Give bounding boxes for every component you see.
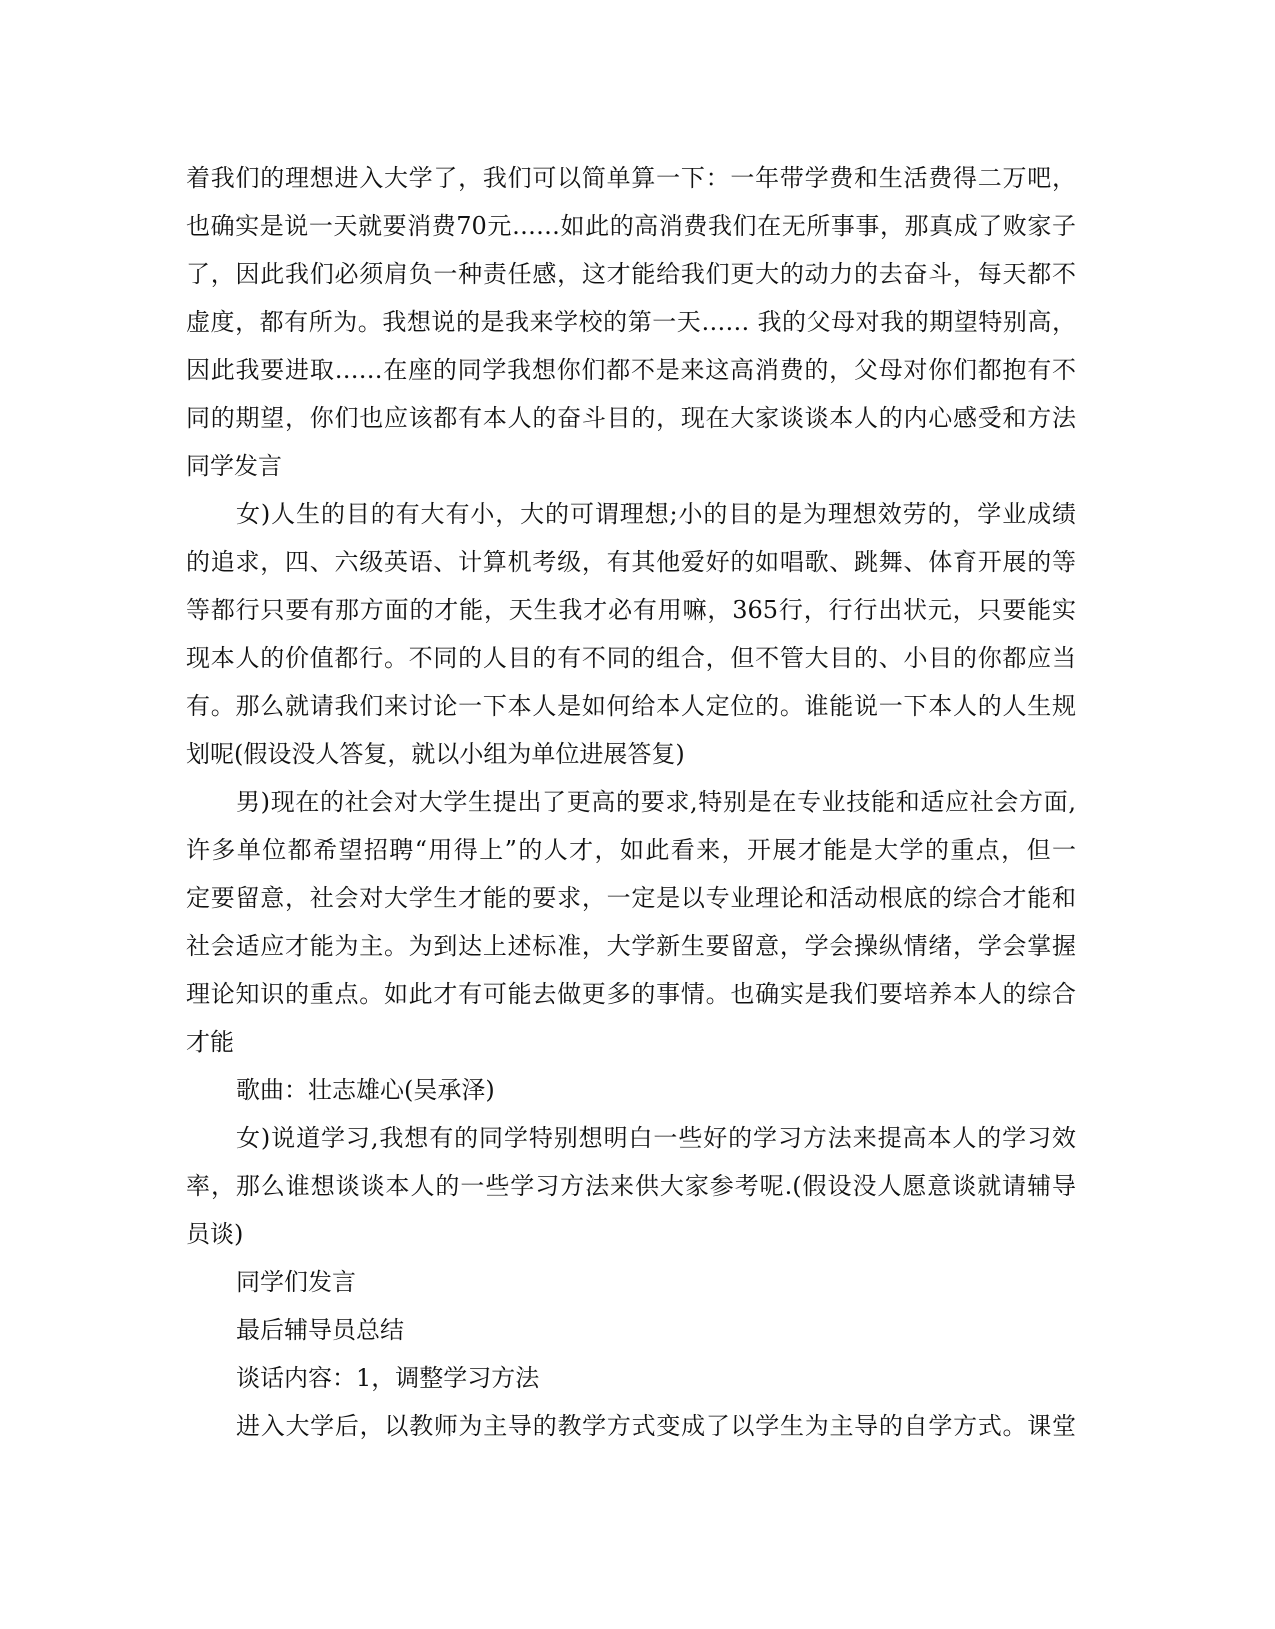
text-line: 定要留意，社会对大学生才能的要求，一定是以专业理论和活动根底的综合才能和 (186, 884, 1076, 912)
paragraph-first-line: 女)说道学习,我想有的同学特别想明白一些好的学习方法来提高本人的学习效 (236, 1124, 1076, 1152)
text-line: 划呢(假设没人答复，就以小组为单位进展答复) (186, 740, 685, 768)
text-line: 着我们的理想进入大学了，我们可以简单算一下：一年带学费和生活费得二万吧， (186, 164, 1076, 192)
document-body (186, 154, 1076, 1450)
text-line: 因此我要进取……在座的同学我想你们都不是来这高消费的，父母对你们都抱有不 (186, 356, 1076, 384)
text-line: 虚度，都有所为。我想说的是我来学校的第一天…… 我的父母对我的期望特别高， (186, 308, 1076, 336)
paragraph-first-line: 歌曲：壮志雄心(吴承泽) (236, 1076, 495, 1104)
text-line: 了，因此我们必须肩负一种责任感，这才能给我们更大的动力的去奋斗，每天都不 (186, 260, 1076, 288)
text-line: 理论知识的重点。如此才有可能去做更多的事情。也确实是我们要培养本人的综合 (186, 980, 1076, 1008)
text-line: 现本人的价值都行。不同的人目的有不同的组合，但不管大目的、小目的你都应当 (186, 644, 1076, 672)
text-line: 有。那么就请我们来讨论一下本人是如何给本人定位的。谁能说一下本人的人生规 (186, 692, 1076, 720)
text-line: 同学发言 (186, 452, 282, 480)
text-line: 才能 (186, 1028, 234, 1056)
paragraph-first-line: 进入大学后，以教师为主导的教学方式变成了以学生为主导的自学方式。课堂 (236, 1412, 1076, 1440)
text-line: 率，那么谁想谈谈本人的一些学习方法来供大家参考呢.(假设没人愿意谈就请辅导 (186, 1172, 1076, 1200)
paragraph-first-line: 男)现在的社会对大学生提出了更高的要求,特别是在专业技能和适应社会方面, (236, 788, 1076, 816)
paragraph-first-line: 同学们发言 (236, 1268, 356, 1296)
text-line: 也确实是说一天就要消费70元……如此的高消费我们在无所事事，那真成了败家子 (186, 212, 1076, 240)
paragraph-first-line: 女)人生的目的有大有小，大的可谓理想;小的目的是为理想效劳的，学业成绩 (236, 500, 1076, 528)
text-line: 同的期望，你们也应该都有本人的奋斗目的，现在大家谈谈本人的内心感受和方法 (186, 404, 1076, 432)
paragraph-first-line: 谈话内容：1，调整学习方法 (236, 1364, 540, 1392)
text-line: 的追求，四、六级英语、计算机考级，有其他爱好的如唱歌、跳舞、体育开展的等 (186, 548, 1076, 576)
text-line: 许多单位都希望招聘“用得上”的人才，如此看来，开展才能是大学的重点，但一 (186, 836, 1076, 864)
text-line: 员谈) (186, 1220, 244, 1248)
text-line: 社会适应才能为主。为到达上述标准，大学新生要留意，学会操纵情绪，学会掌握 (186, 932, 1076, 960)
paragraph-first-line: 最后辅导员总结 (236, 1316, 404, 1344)
text-line: 等都行只要有那方面的才能，天生我才必有用嘛，365行，行行出状元，只要能实 (186, 596, 1076, 624)
